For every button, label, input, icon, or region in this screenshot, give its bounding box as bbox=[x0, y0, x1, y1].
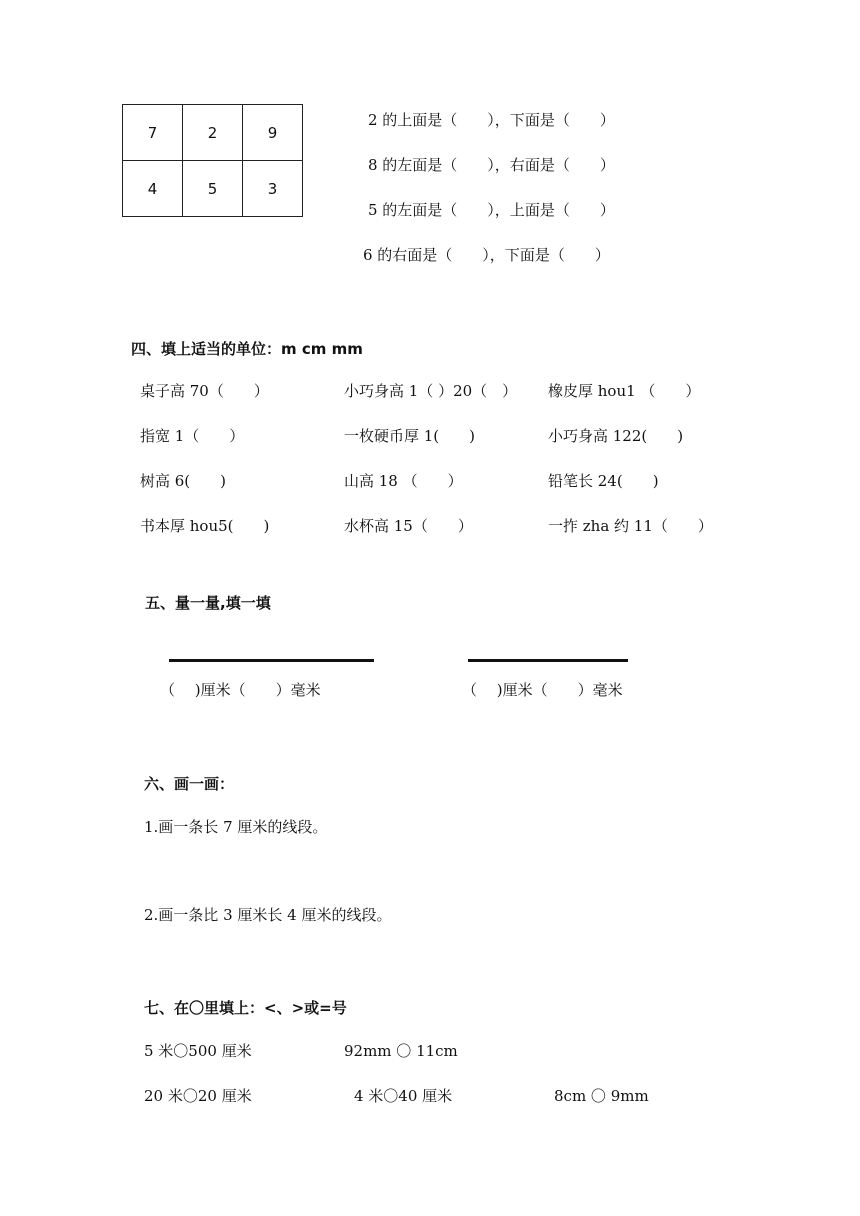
compare-question: 8cm 〇 9mm bbox=[554, 1087, 649, 1105]
position-question: 6 的右面是（ ），下面是（ ） bbox=[363, 246, 610, 264]
compare-question: 4 米〇40 厘米 bbox=[354, 1087, 453, 1105]
position-question: 8 的左面是（ ），右面是（ ） bbox=[368, 156, 615, 174]
position-question: 2 的上面是（ ），下面是（ ） bbox=[368, 111, 615, 129]
grid-row bbox=[123, 105, 303, 161]
compare-question: 92mm 〇 11cm bbox=[344, 1042, 458, 1060]
measure-line-segment bbox=[169, 659, 374, 662]
unit-question: 桌子高 70（ ） bbox=[140, 382, 269, 400]
unit-question: 树高 6( ) bbox=[140, 472, 227, 490]
draw-task: 1.画一条长 7 厘米的线段。 bbox=[144, 818, 328, 836]
section-7-heading: 七、在〇里填上：<、>或=号 bbox=[144, 999, 347, 1017]
grid-cell: 3 bbox=[243, 161, 303, 217]
unit-question: 水杯高 15（ ） bbox=[344, 517, 473, 535]
grid-row bbox=[123, 161, 303, 217]
measure-caption: （ )厘米（ ）毫米 bbox=[462, 681, 623, 699]
unit-question: 小巧身高 1（ ）20（ ） bbox=[344, 382, 518, 400]
unit-question: 小巧身高 122( ) bbox=[548, 427, 684, 445]
draw-task: 2.画一条比 3 厘米长 4 厘米的线段。 bbox=[144, 906, 392, 924]
unit-question: 铅笔长 24( ) bbox=[548, 472, 659, 490]
unit-question: 一拃 zha 约 11（ ） bbox=[548, 517, 713, 535]
measure-line-segment bbox=[468, 659, 628, 662]
section-5-heading: 五、量一量,填一填 bbox=[145, 594, 271, 612]
grid-cell: 2 bbox=[183, 105, 243, 161]
section-6-heading: 六、画一画： bbox=[144, 775, 235, 793]
compare-question: 20 米〇20 厘米 bbox=[144, 1087, 252, 1105]
position-question: 5 的左面是（ ），上面是（ ） bbox=[368, 201, 615, 219]
compare-question: 5 米〇500 厘米 bbox=[144, 1042, 252, 1060]
unit-question: 一枚硬币厚 1( ) bbox=[344, 427, 476, 445]
unit-question: 书本厚 hou5( ) bbox=[140, 517, 270, 535]
number-grid bbox=[122, 104, 303, 217]
grid-cell: 5 bbox=[183, 161, 243, 217]
section-4-heading: 四、填上适当的单位：m cm mm bbox=[131, 340, 363, 358]
measure-caption: （ )厘米（ ）毫米 bbox=[160, 681, 321, 699]
grid-cell: 4 bbox=[123, 161, 183, 217]
unit-question: 橡皮厚 hou1 （ ） bbox=[548, 382, 701, 400]
unit-question: 山高 18 （ ） bbox=[344, 472, 463, 490]
unit-question: 指宽 1（ ） bbox=[140, 427, 245, 445]
grid-cell: 7 bbox=[123, 105, 183, 161]
grid-cell: 9 bbox=[243, 105, 303, 161]
